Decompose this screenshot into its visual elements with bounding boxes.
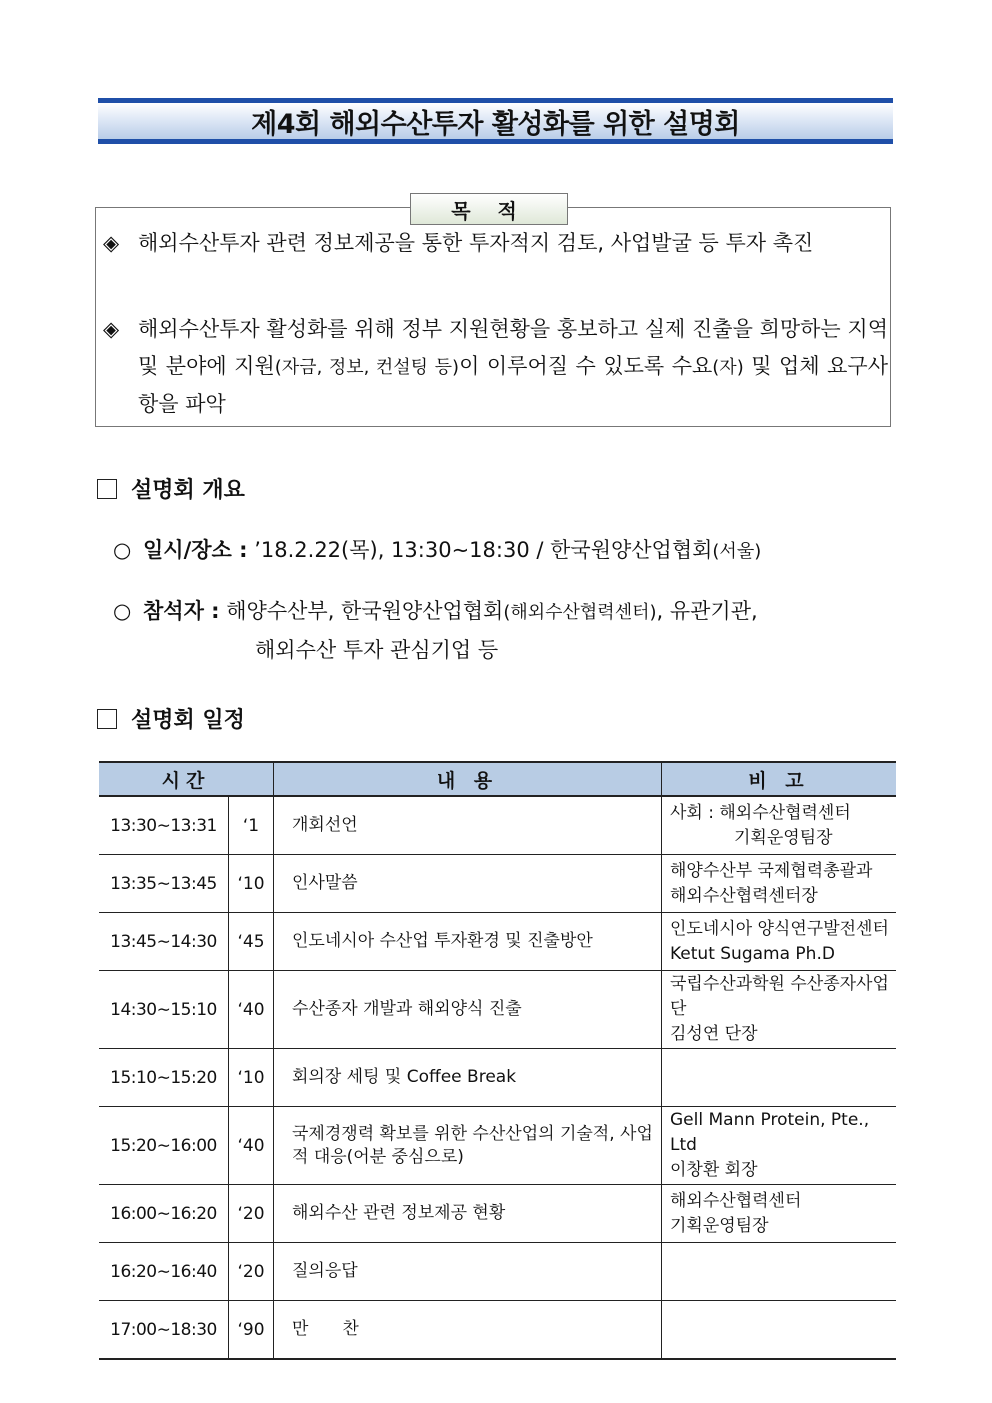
cell-duration: ‘40: [229, 971, 274, 1049]
cell-content: 개회선언: [274, 796, 662, 855]
cell-time: 15:10∼15:20: [99, 1049, 229, 1107]
note-line-2: 이창환 회장: [670, 1160, 758, 1180]
cell-duration: ‘45: [229, 913, 274, 971]
cell-note: [662, 1049, 897, 1107]
cell-duration: ‘1: [229, 796, 274, 855]
cell-duration: ‘90: [229, 1301, 274, 1360]
datetime-label: 일시/장소 :: [143, 538, 248, 562]
purpose-item-2-text: 해외수산투자 활성화를 위해 정부 지원현황을 홍보하고 실제 진출을 희망하는 지역 및 분야에 지원(자금, 정보, 컨설팅 등)이 이루어질 수 있도록 수요(자) 및 업체 요구사항을 파악: [138, 317, 888, 416]
cell-duration: ‘20: [229, 1185, 274, 1243]
checkbox-square-icon: [97, 709, 117, 729]
table-row: [99, 855, 896, 913]
note-line-1: 인도네시아 양식연구발전센터: [670, 918, 889, 939]
note-line-2: Ketut Sugama Ph.D: [670, 943, 835, 964]
note-line-2: 기획운영팀장: [670, 1215, 769, 1236]
cell-duration: ‘40: [229, 1107, 274, 1185]
section-overview: [97, 473, 245, 504]
cell-time: 13:45∼14:30: [99, 913, 229, 971]
table-row: [99, 1107, 896, 1185]
section-schedule: [97, 703, 245, 734]
attendees-text-a: 해양수산부, 한국원양산업협회: [226, 599, 504, 623]
overview-datetime: [113, 530, 761, 572]
cell-note: [662, 1301, 897, 1360]
attendees-label: 참석자 :: [143, 599, 220, 623]
cell-time: 13:30∼13:31: [99, 796, 229, 855]
cell-note: [662, 855, 897, 913]
cell-content: 수산종자 개발과 해외양식 진출: [274, 971, 662, 1049]
column-header-content: 내 용: [274, 762, 662, 796]
datetime-location-note: (서울): [712, 541, 762, 562]
note-line-1: 사회 : 해외수산협력센터: [670, 802, 851, 823]
table-row: [99, 796, 896, 855]
note-line-2: 김성연 단장: [670, 1024, 758, 1044]
circle-bullet-icon: ○: [113, 599, 132, 623]
table-row: [99, 1185, 896, 1243]
page-title-banner: [98, 98, 893, 144]
cell-content: 회의장 세팅 및 Coffee Break: [274, 1049, 662, 1107]
note-line-1: 국립수산과학원 수산종자사업단: [670, 974, 889, 1019]
cell-content: 국제경쟁력 확보를 위한 수산산업의 기술적, 사업적 대응(어분 중심으로): [274, 1107, 662, 1185]
note-line-2: 기획운영팀장: [734, 827, 833, 848]
cell-note: [662, 1243, 897, 1301]
overview-attendees: [113, 591, 758, 633]
diamond-bullet-icon: ◈: [103, 317, 120, 341]
cell-duration: ‘10: [229, 855, 274, 913]
purpose-item-1: [103, 225, 888, 262]
purpose-heading: 목 적: [410, 193, 568, 225]
cell-content: 인사말씀: [274, 855, 662, 913]
cell-note: [662, 913, 897, 971]
attendees-text-small: (해외수산협력센터): [503, 602, 657, 623]
page-title: 제4회 해외수산투자 활성화를 위한 설명회: [251, 108, 740, 140]
cell-note: [662, 971, 897, 1049]
cell-note: [662, 1107, 897, 1185]
datetime-value: ’18.2.22(목), 13:30∼18:30 / 한국원양산업협회: [247, 538, 713, 562]
cell-time: 13:35∼13:45: [99, 855, 229, 913]
table-row: [99, 1301, 896, 1360]
schedule-table: [99, 761, 896, 1360]
cell-content: 인도네시아 수산업 투자환경 및 진출방안: [274, 913, 662, 971]
cell-time: 15:20∼16:00: [99, 1107, 229, 1185]
checkbox-square-icon: [97, 479, 117, 499]
diamond-bullet-icon: ◈: [103, 231, 120, 255]
attendees-text-b: , 유관기관,: [656, 599, 758, 623]
circle-bullet-icon: ○: [113, 538, 132, 562]
cell-time: 14:30∼15:10: [99, 971, 229, 1049]
note-line-1: Gell Mann Protein, Pte., Ltd: [670, 1110, 870, 1155]
cell-time: 16:00∼16:20: [99, 1185, 229, 1243]
cell-duration: ‘10: [229, 1049, 274, 1107]
attendees-line2: 해외수산 투자 관심기업 등: [255, 638, 499, 662]
note-line-1: 해외수산협력센터: [670, 1190, 802, 1211]
cell-time: 17:00∼18:30: [99, 1301, 229, 1360]
cell-duration: ‘20: [229, 1243, 274, 1301]
note-line-1: 해양수산부 국제협력총괄과: [670, 860, 873, 881]
table-header-row: [99, 762, 896, 796]
table-row: [99, 971, 896, 1049]
column-header-note: 비 고: [662, 762, 897, 796]
cell-content: 해외수산 관련 정보제공 현황: [274, 1185, 662, 1243]
table-row: [99, 913, 896, 971]
table-row: [99, 1243, 896, 1301]
purpose-item-2: [103, 311, 888, 423]
cell-content: 질의응답: [274, 1243, 662, 1301]
section-overview-heading: 설명회 개요: [131, 478, 245, 503]
cell-note: [662, 796, 897, 855]
purpose-item-1-text: 해외수산투자 관련 정보제공을 통한 투자적지 검토, 사업발굴 등 투자 촉진: [138, 231, 814, 255]
section-schedule-heading: 설명회 일정: [131, 708, 245, 733]
cell-time: 16:20∼16:40: [99, 1243, 229, 1301]
cell-note: [662, 1185, 897, 1243]
table-row: [99, 1049, 896, 1107]
cell-content: 만 찬: [274, 1301, 662, 1360]
column-header-time: 시간: [99, 762, 274, 796]
note-line-2: 해외수산협력센터장: [670, 885, 818, 906]
